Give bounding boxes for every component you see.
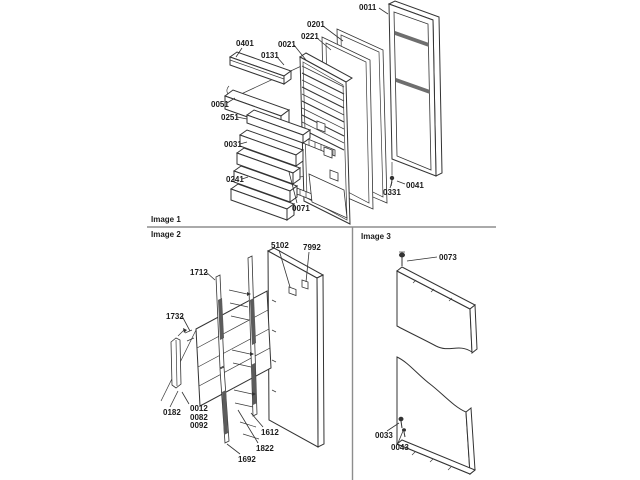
part-label-0331: 0331 (383, 188, 401, 197)
part-label-1692: 1692 (238, 455, 256, 464)
image3-section (361, 232, 477, 474)
part-label-0041: 0041 (406, 181, 424, 190)
image1-section (151, 1, 442, 224)
top-rail-screw-icon (399, 252, 405, 266)
part-label-0021: 0021 (278, 40, 296, 49)
leader-line (251, 413, 263, 427)
part-label-0241: 0241 (226, 175, 244, 184)
leader-line (407, 257, 437, 261)
part-label-0073: 0073 (439, 253, 457, 262)
part-label-1822: 1822 (256, 444, 274, 453)
part-label-1712: 1712 (190, 268, 208, 277)
left-trim-piece-drawing (171, 328, 187, 388)
panel-clip-7992 (302, 280, 308, 289)
part-label-0051: 0051 (211, 100, 229, 109)
part-label-0182: 0182 (163, 408, 181, 417)
part-label-0131: 0131 (261, 51, 279, 60)
part-label-0043: 0043 (391, 443, 409, 452)
part-label-0251: 0251 (221, 113, 239, 122)
leader-line (379, 8, 388, 14)
part-label-5102: 5102 (271, 241, 289, 250)
leader-line (182, 392, 189, 404)
image3-title: Image 3 (361, 232, 391, 241)
part-label-1612: 1612 (261, 428, 279, 437)
part-label-0011: 0011 (359, 3, 377, 12)
leader-line (397, 181, 405, 184)
part-label-0401: 0401 (236, 39, 254, 48)
part-label-0092: 0092 (190, 421, 208, 430)
part-label-0031: 0031 (224, 140, 242, 149)
part-label-0033: 0033 (375, 431, 393, 440)
image1-title: Image 1 (151, 215, 181, 224)
bottom-rail-drawing (397, 357, 475, 474)
part-label-7992: 7992 (303, 243, 321, 252)
part-label-0071: 0071 (292, 204, 310, 213)
part-label-0201: 0201 (307, 20, 325, 29)
door-panel-drawing (268, 248, 324, 447)
part-label-0082: 0082 (190, 413, 208, 422)
image2-title: Image 2 (151, 230, 181, 239)
leader-line (227, 444, 240, 454)
leader-line (170, 391, 178, 407)
part-label-0012: 0012 (190, 404, 208, 413)
outer-door-panel-drawing (389, 1, 442, 176)
image2-section (151, 230, 324, 464)
part-label-0221: 0221 (301, 32, 319, 41)
top-rail-drawing (397, 267, 477, 353)
part-label-1732: 1732 (166, 312, 184, 321)
